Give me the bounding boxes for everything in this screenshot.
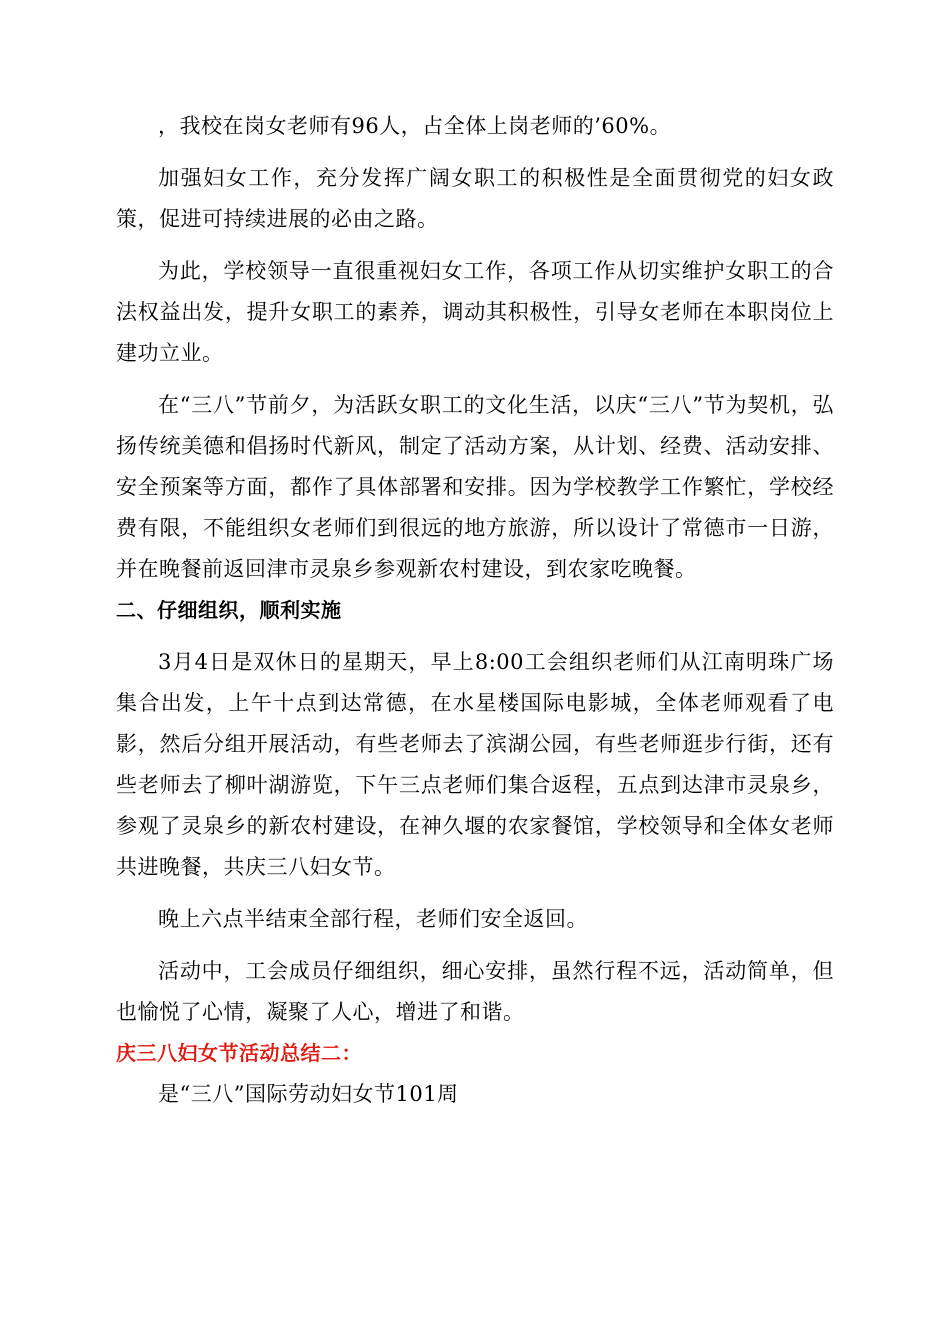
paragraph-female-teacher-count: ，我校在岗女老师有96人，占全体上岗老师的’60%。 [158,114,672,138]
paragraph-anniversary: 是“三八”国际劳动妇女节101周 [158,1082,459,1106]
paragraph-activity-summary: 活动中，工会成员仔细组织，细心安排，虽然行程不远，活动简单，但也愉悦了心情，凝聚了人心，增进了和谐。 [116,959,834,1024]
section-heading-organize: 二、仔细组织，顺利实施 [116,598,342,622]
section-heading-summary-two: 庆三八妇女节活动总结二： [116,1041,362,1065]
paragraph-trip-details: 3月4日是双休日的星期天，早上8:00工会组织老师们从江南明珠广场集合出发，上午十点到达常德，在水星楼国际电影城，全体老师观看了电影，然后分组开展活动，有些老师去了滨湖公园，有些老师逛步行街，还有些老师去了柳叶湖游览，下午三点老师们集合返程，五点到达津市灵泉乡，参观了灵泉乡的新农村建设，在神久堰的农家餐馆，学校领导和全体女老师共进晚餐，共庆三八妇女节。 [116,650,834,879]
paragraph-activity-plan: 在“三八”节前夕，为活跃女职工的文化生活，以庆“三八”节为契机，弘扬传统美德和倡扬时代新风，制定了活动方案，从计划、经费、活动安排、安全预案等方面，都作了具体部署和安排。因为学校教学工作繁忙，学校经费有限，不能组织女老师们到很远的地方旅游，所以设计了常德市一日游，并在晚餐前返回津市灵泉乡参观新农村建设，到农家吃晚餐。 [116,393,834,581]
document-body [116,106,834,1115]
paragraph-womens-work-importance: 加强妇女工作，充分发挥广阔女职工的积极性是全面贯彻党的妇女政策，促进可持续进展的必由之路。 [116,166,834,231]
paragraph-school-leadership: 为此，学校领导一直很重视妇女工作，各项工作从切实维护女职工的合法权益出发，提升女职工的素养，调动其积极性，引导女老师在本职岗位上建功立业。 [116,259,834,365]
paragraph-trip-end: 晚上六点半结束全部行程，老师们安全返回。 [158,907,588,931]
